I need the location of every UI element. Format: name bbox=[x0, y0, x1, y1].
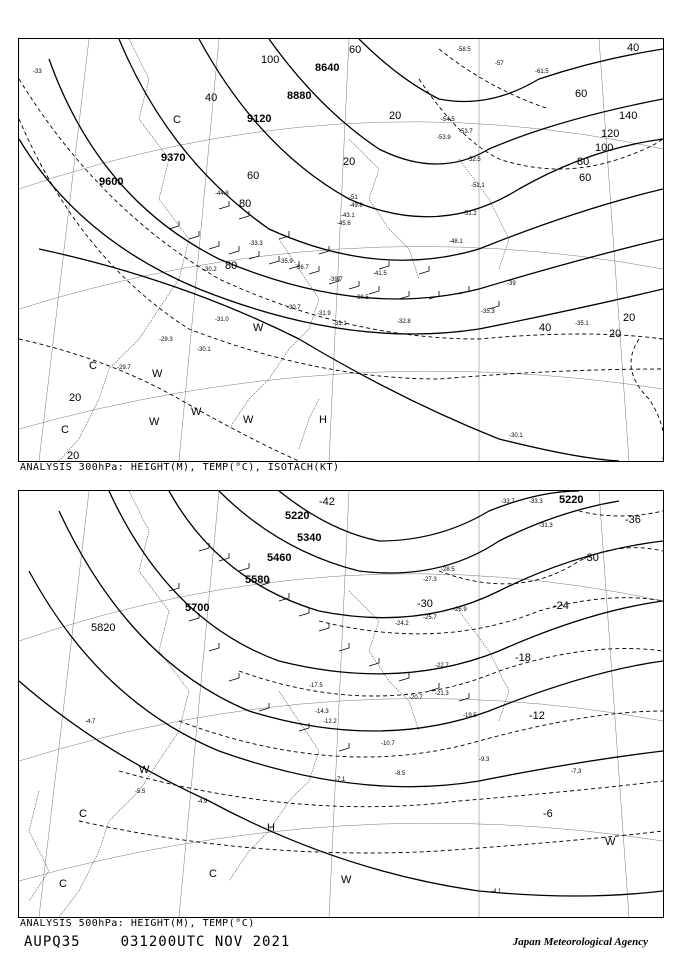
temp-label: -30.2 bbox=[203, 267, 217, 273]
temp-label: -35.3 bbox=[481, 309, 495, 315]
temp-label: -43.1 bbox=[341, 213, 355, 219]
temp-label: -33.3 bbox=[249, 241, 263, 247]
temp-label: -45.6 bbox=[337, 221, 351, 227]
height-label-8640: 8640 bbox=[315, 62, 340, 74]
temp-label: -30.7 bbox=[287, 305, 301, 311]
chart-code: AUPQ35 bbox=[24, 934, 81, 950]
cold-marker: C bbox=[209, 868, 217, 880]
temp-contour-label: -24 bbox=[553, 600, 569, 612]
temp-label: -51.2 bbox=[463, 211, 477, 217]
temp-label: -51 bbox=[349, 195, 358, 201]
temp-label: -7.3 bbox=[571, 769, 582, 775]
warm-marker: W bbox=[253, 322, 264, 334]
temp-label: -33.3 bbox=[529, 499, 543, 505]
temp-label: -35.1 bbox=[575, 321, 589, 327]
temp-label: -44.8 bbox=[215, 191, 229, 197]
temp-contour-label: -6 bbox=[543, 808, 553, 820]
temp-label: -4.1 bbox=[491, 889, 502, 895]
temp-label: -57 bbox=[495, 61, 504, 67]
cold-marker: C bbox=[61, 424, 69, 436]
wind-barbs bbox=[169, 201, 499, 309]
isotach-contours bbox=[19, 49, 663, 461]
height-label-8880: 8880 bbox=[287, 90, 312, 102]
height-label-5580: 5580 bbox=[245, 574, 270, 586]
temp-label: -27.3 bbox=[423, 577, 437, 583]
isotach-label: 60 bbox=[349, 44, 362, 56]
map-300hpa-canvas bbox=[19, 39, 663, 461]
high-pressure-marker: H bbox=[267, 822, 275, 834]
temp-label: -12.2 bbox=[323, 719, 337, 725]
isotach-label: 60 bbox=[575, 88, 588, 100]
height-label-5460: 5460 bbox=[267, 552, 292, 564]
isotach-label: 80 bbox=[225, 260, 238, 272]
height-label-5220: 5220 bbox=[285, 510, 310, 522]
isotach-label: 80 bbox=[577, 156, 590, 168]
isotach-label: 100 bbox=[261, 54, 280, 66]
agency-name: Japan Meteorological Agency bbox=[512, 936, 648, 948]
height-contours bbox=[19, 491, 663, 896]
temp-label: -28.5 bbox=[441, 567, 455, 573]
temp-label: -58.5 bbox=[457, 47, 471, 53]
temp-label: -22.7 bbox=[435, 663, 449, 669]
temp-label: -5.5 bbox=[135, 789, 146, 795]
cold-marker: C bbox=[79, 808, 87, 820]
temp-label: -20.7 bbox=[409, 695, 423, 701]
temp-label: -17.5 bbox=[309, 683, 323, 689]
temp-label: -39.7 bbox=[329, 277, 343, 283]
warm-marker: W bbox=[139, 764, 150, 776]
height-label-5820: 5820 bbox=[91, 622, 116, 634]
temp-label: -52.5 bbox=[467, 157, 481, 163]
height-label-9600: 9600 bbox=[99, 176, 124, 188]
temp-label: -7.1 bbox=[335, 777, 346, 783]
isotach-label: 40 bbox=[205, 92, 218, 104]
cold-marker: C bbox=[173, 114, 181, 126]
map-500hpa bbox=[18, 490, 664, 918]
isotach-label: 40 bbox=[539, 322, 552, 334]
height-label-5340: 5340 bbox=[297, 532, 322, 544]
map-300hpa-caption: ANALYSIS 300hPa: HEIGHT(M), TEMP(°C), ISOTACH(KT) bbox=[20, 462, 340, 473]
temp-label: -9.3 bbox=[479, 757, 490, 763]
isotach-label: 80 bbox=[239, 198, 252, 210]
temp-label: -25.7 bbox=[423, 615, 437, 621]
warm-marker: W bbox=[341, 874, 352, 886]
temp-label: -30.1 bbox=[509, 433, 523, 439]
warm-marker: W bbox=[605, 836, 616, 848]
high-pressure-marker: H bbox=[319, 414, 327, 426]
temp-label: -31.1 bbox=[333, 321, 347, 327]
temp-label: -10.7 bbox=[381, 741, 395, 747]
isotach-label: 20 bbox=[67, 450, 80, 461]
wind-barbs bbox=[169, 543, 469, 751]
graticule bbox=[19, 491, 663, 917]
isotach-label: 60 bbox=[579, 172, 592, 184]
temp-label: -48.1 bbox=[449, 239, 463, 245]
temp-label: -19.5 bbox=[463, 713, 477, 719]
isotach-label: 20 bbox=[389, 110, 402, 122]
temp-label: -41.5 bbox=[373, 271, 387, 277]
temp-contour-label: -18 bbox=[515, 652, 531, 664]
graticule bbox=[19, 39, 663, 461]
warm-marker: W bbox=[243, 414, 254, 426]
temp-label: -14.3 bbox=[315, 709, 329, 715]
temp-label: -32.8 bbox=[397, 319, 411, 325]
temp-contour-label: -12 bbox=[529, 710, 545, 722]
temp-label: -4.7 bbox=[85, 719, 96, 725]
temperature-contours bbox=[79, 511, 663, 853]
isotach-label: 20 bbox=[623, 312, 636, 324]
isotach-label: 20 bbox=[69, 392, 82, 404]
isotach-label: 60 bbox=[247, 170, 260, 182]
warm-marker: W bbox=[191, 406, 202, 418]
warm-marker: W bbox=[152, 368, 163, 380]
temp-label: -26.9 bbox=[453, 607, 467, 613]
temp-label: -30.1 bbox=[197, 347, 211, 353]
temp-label: -36.7 bbox=[295, 265, 309, 271]
temp-label: -8.5 bbox=[395, 771, 406, 777]
chart-timestamp: 031200UTC NOV 2021 bbox=[120, 934, 291, 950]
temp-label: -49.8 bbox=[349, 203, 363, 209]
isotach-label: 20 bbox=[609, 328, 622, 340]
isotach-label: 120 bbox=[601, 128, 620, 140]
temp-label: -39 bbox=[507, 281, 516, 287]
temp-label: -4.9 bbox=[197, 799, 208, 805]
height-label-5220: 5220 bbox=[559, 494, 584, 506]
map-300hpa bbox=[18, 38, 664, 462]
temp-label: -29.3 bbox=[159, 337, 173, 343]
temp-contour-label: -30 bbox=[417, 598, 433, 610]
temp-label: -33 bbox=[33, 69, 42, 75]
map-500hpa-caption: ANALYSIS 500hPa: HEIGHT(M), TEMP(°C) bbox=[20, 918, 255, 929]
temp-contour-label: -36 bbox=[625, 514, 641, 526]
temp-label: -38.5 bbox=[355, 295, 369, 301]
temp-contour-label: -30 bbox=[583, 552, 599, 564]
isotach-label: 100 bbox=[595, 142, 614, 154]
temp-label: -54.5 bbox=[441, 117, 455, 123]
height-label-5700: 5700 bbox=[185, 602, 210, 614]
temp-label: -52.1 bbox=[471, 183, 485, 189]
temp-label: -53.7 bbox=[459, 129, 473, 135]
cold-marker: C bbox=[59, 878, 67, 890]
temp-label: -31.3 bbox=[539, 523, 553, 529]
temp-label: -33.7 bbox=[501, 499, 515, 505]
temp-label: -35.9 bbox=[279, 259, 293, 265]
warm-marker: W bbox=[149, 416, 160, 428]
height-label-9120: 9120 bbox=[247, 113, 272, 125]
isotach-label: 20 bbox=[343, 156, 356, 168]
temp-contour-label: -42 bbox=[319, 496, 335, 508]
temp-label: -53.9 bbox=[437, 135, 451, 141]
isotach-label: 40 bbox=[627, 42, 640, 54]
temp-label: -21.3 bbox=[435, 691, 449, 697]
cold-marker: C bbox=[89, 360, 97, 372]
temp-label: -61.5 bbox=[535, 69, 549, 75]
temp-label: -31.9 bbox=[317, 311, 331, 317]
temp-label: -29.7 bbox=[117, 365, 131, 371]
height-label-9370: 9370 bbox=[161, 152, 186, 164]
height-contours bbox=[19, 39, 663, 461]
chart-identifier bbox=[24, 934, 330, 950]
temp-label: -24.2 bbox=[395, 621, 409, 627]
map-500hpa-canvas bbox=[19, 491, 663, 917]
temp-label: -31.0 bbox=[215, 317, 229, 323]
isotach-label: 140 bbox=[619, 110, 638, 122]
